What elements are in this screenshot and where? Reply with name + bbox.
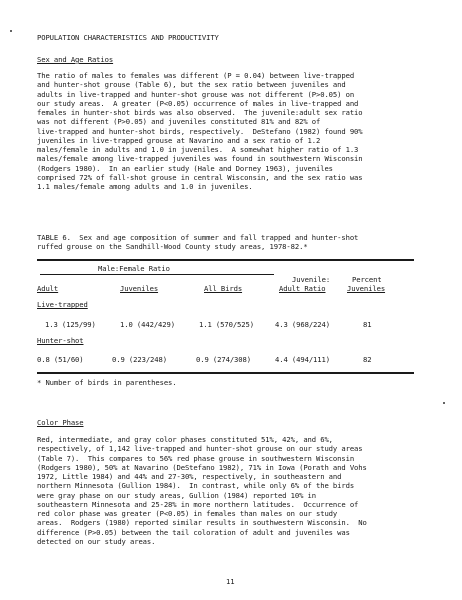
paragraph-line: areas. Rodgers (1980) reported similar results in southwestern Wisconsin. No — [37, 518, 367, 528]
paragraph-line: red color phase was greater (P<0.05) in females than males on our study — [37, 509, 338, 518]
table-top-rule — [37, 259, 414, 261]
col-header-ratio: Juvenile: — [292, 275, 331, 284]
paragraph-line: males/female in adults and 1.0 in juveniles. A somewhat higher ratio of 1.3 — [37, 145, 359, 154]
paragraph-line: 1972, Little 1984) and 44% and 27-30%, respectively, in southeastern and — [37, 472, 342, 481]
paragraph-line: females in hunter-shot birds was also observed. The juvenile:adult sex ratio — [37, 108, 363, 117]
paragraph-line: (Rodgers 1980), 50% at Navarino (DeStefano 1982), 71% in Iowa (Porath and Vohs — [37, 462, 367, 472]
table-footnote: * Number of birds in parentheses. — [37, 378, 177, 387]
color-phase-paragraph — [37, 435, 442, 546]
paragraph-line: (Rodgers 1980). In an earlier study (Hale and Dorney 1963), juveniles — [37, 163, 333, 173]
col-header-juveniles: Juveniles — [120, 284, 159, 293]
sex-age-paragraph — [37, 71, 442, 191]
paragraph-line: difference (P>0.05) between the tail coloration of adult and juveniles was — [37, 527, 350, 537]
cell-adult: 0.8 (51/60) — [37, 355, 84, 364]
table-caption: ruffed grouse on the Sandhill-Wood County study areas, 1978-82.* — [37, 242, 308, 251]
table-caption: TABLE 6. Sex and age composition of summer and fall trapped and hunter-shot — [37, 233, 359, 242]
group-label-hunter-shot: Hunter-shot — [37, 336, 84, 345]
paragraph-line: males/female among live-trapped juveniles was found in southwestern Wisconsin — [37, 154, 363, 164]
cell-all-birds: 1.1 (570/525) — [199, 320, 254, 329]
paragraph-line: detected on our study areas. — [37, 536, 156, 546]
paragraph-line: was not different (P>0.05) and juveniles constituted 81% and 82% of — [37, 117, 321, 127]
page-number: 11 — [226, 577, 235, 586]
paragraph-line: The ratio of males to females was different (P = 0.04) between live-trapped — [37, 71, 355, 80]
scan-speck — [10, 30, 12, 32]
col-header-ratio: Adult Ratio — [279, 284, 326, 293]
cell-juveniles: 1.0 (442/429) — [120, 320, 175, 329]
cell-pct: 82 — [363, 355, 372, 364]
col-header-all-birds: All Birds — [204, 284, 243, 293]
cell-all-birds: 0.9 (274/308) — [196, 355, 251, 364]
col-header-adult: Adult — [37, 284, 59, 293]
scan-speck — [443, 402, 445, 404]
paragraph-line: southeastern Minnesota and 25-28% in more northern latitudes. Occurrence of — [37, 499, 359, 509]
col-header-pct: Percent — [352, 275, 382, 284]
cell-ratio: 4.4 (494/111) — [275, 355, 330, 364]
cell-pct: 81 — [363, 320, 372, 329]
cell-juveniles: 0.9 (223/248) — [112, 355, 167, 364]
paragraph-line: (Table 7). This compares to 56% red phase grouse in southwestern Wisconsin — [37, 453, 355, 463]
section-title-color-phase: Color Phase — [37, 418, 84, 427]
paragraph-line: were gray phase on our study areas, Gullion (1984) reported 10% in — [37, 490, 316, 500]
paragraph-line: and hunter-shot grouse (Table 6), but the sex ratio between juveniles and — [37, 80, 346, 90]
col-header-pct: Juveniles — [347, 284, 386, 293]
paragraph-line: adults in live-trapped and hunter-shot grouse was not different (P>0.05) on — [37, 89, 355, 99]
paragraph-line: our study areas. A greater (P<0.05) occurrence of males in live-trapped and — [37, 98, 359, 108]
cell-adult: 1.3 (125/99) — [45, 320, 96, 329]
group-header-rule — [40, 274, 274, 275]
paragraph-line: Red, intermediate, and gray color phases constituted 51%, 42%, and 6%, — [37, 435, 333, 444]
paragraph-line: northern Minnesota (Gullion 1984). In contrast, while only 6% of the birds — [37, 481, 355, 491]
section-title-sex-age: Sex and Age Ratios — [37, 55, 114, 64]
table-bottom-rule — [37, 372, 414, 374]
paragraph-line: juveniles in live-trapped grouse at Navarino and a sex ratio of 1.2 — [37, 135, 321, 145]
group-header: Male:Female Ratio — [98, 264, 170, 273]
paragraph-line: 1.1 males/female among adults and 1.0 in juveniles. — [37, 182, 253, 191]
paragraph-line: comprised 72% of fall-shot grouse in central Wisconsin, and the sex ratio was — [37, 172, 363, 182]
paragraph-line: respectively, of 1,142 live-trapped and hunter-shot grouse on our study areas — [37, 444, 363, 454]
group-label-live-trapped: Live-trapped — [37, 300, 88, 309]
page-heading: POPULATION CHARACTERISTICS AND PRODUCTIVITY — [37, 33, 219, 42]
paragraph-line: live-trapped and hunter-shot birds, respectively. DeStefano (1982) found 90% — [37, 126, 363, 136]
cell-ratio: 4.3 (968/224) — [275, 320, 330, 329]
